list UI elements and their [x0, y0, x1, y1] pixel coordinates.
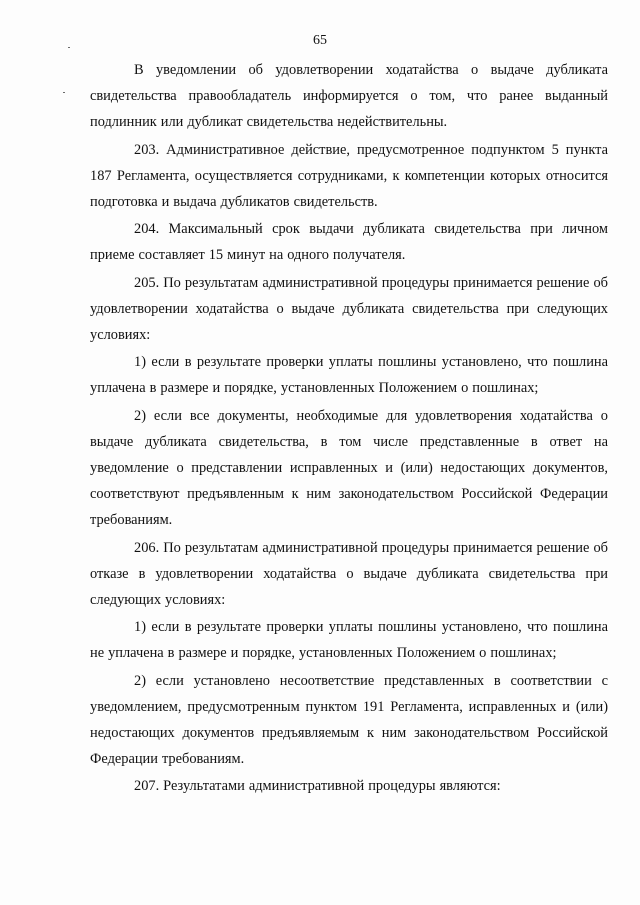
document-body: [90, 57, 608, 800]
paragraph-205: 205. По результатам административной процедуры принимается решение об удовлетворении ходатайства о выдаче дубликата свидетельства при следующих условиях:: [90, 274, 608, 344]
paragraph-duplicate-notification: В уведомлении об удовлетворении ходатайства о выдаче дубликата свидетельства правообладатель информируется о том, что ранее выданный подлинник или дубликат свидетельства недействительны.: [90, 62, 608, 131]
paragraph-205-condition-1: 1) если в результате проверки уплаты пошлины установлено, что пошлина уплачена в размере и порядке, установленных Положением о пошлинах;: [90, 354, 608, 397]
paragraph-204: 204. Максимальный срок выдачи дубликата свидетельства при личном приеме составляет 15 минут на одного получателя.: [90, 221, 608, 264]
paragraph-205-condition-2: 2) если все документы, необходимые для удовлетворения ходатайства о выдаче дубликата свидетельства, в том числе представленные в ответ на уведомление о представлении исправленных и (или) недостающих документов, соответствуют предъявленным к ним законодательством Российской Федерации требованиям.: [90, 407, 608, 529]
paragraph-206-condition-2: 2) если установлено несоответствие представленных в соответствии с уведомлением, предусмотренным пунктом 191 Регламента, исправленных и (или) недостающих документов предъявляемым к ним законодательством Российской Федерации требованиям.: [90, 672, 608, 768]
paragraph-207: 207. Результатами административной процедуры являются:: [134, 778, 501, 795]
paragraph-203: 203. Административное действие, предусмотренное подпунктом 5 пункта 187 Регламента, осуществляется сотрудниками, к компетенции которых относится подготовка и выдача дубликатов свидетельств.: [90, 141, 608, 211]
scan-speck: [63, 92, 65, 93]
page-number: 65: [313, 33, 327, 48]
paragraph-206-condition-1: 1) если в результате проверки уплаты пошлины установлено, что пошлина не уплачена в размере и порядке, установленных Положением о пошлинах;: [90, 619, 608, 662]
paragraph-206: 206. По результатам административной процедуры принимается решение об отказе в удовлетворении ходатайства о выдаче дубликата свидетельства при следующих условиях:: [90, 539, 608, 609]
